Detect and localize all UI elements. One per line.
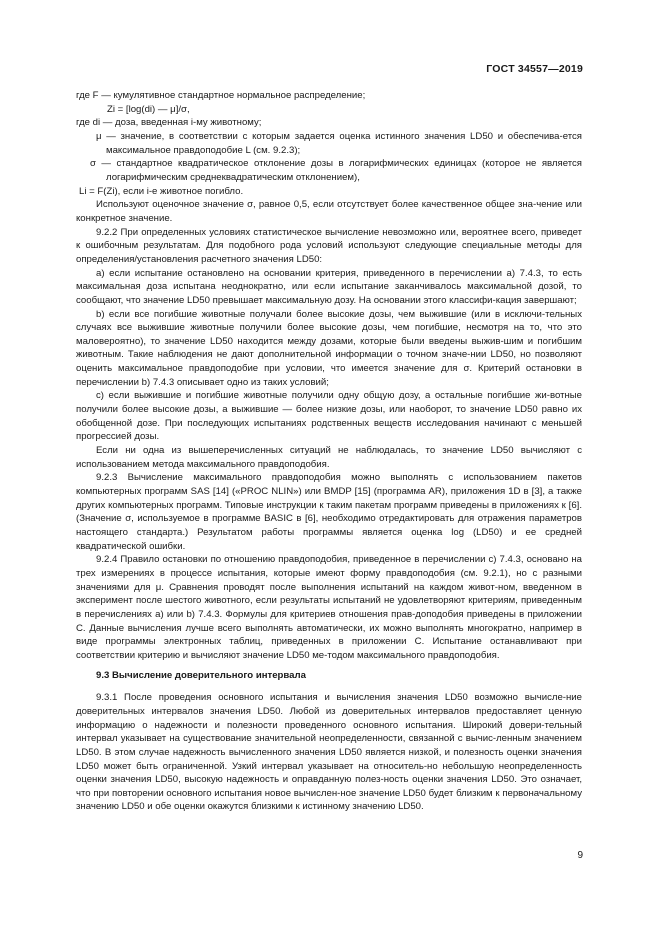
paragraph-9-3-1: 9.3.1 После проведения основного испытания и вычисления значения LD50 возможно вычисле-ние доверительных интервалов значения LD50. Любой из доверительных интервалов предоставляет ценную информацию о надежности и полезности проведенного основного испытания. Широкий довери-тельный интервал указывает на существование значительной неопределенности, связанной с вычис-ленным значением LD50. В этом случае надежность вычисленного значения LD50 является низкой, и полезность оценки значения LD50 может быть ограниченной. Узкий интервал указывает на относитель-но небольшую неопределенность оценки значения LD50, высокую надежность и оправданную полез-ность оценки значения LD50. Это означает, что при повторении основного испытания новое вычислен-ное значение LD50 будет близким к первоначальному значению LD50 и обе оценки окажутся близкими к истинному значению LD50. (76, 692, 582, 813)
paragraph-9-2-3: 9.2.3 Вычисление максимального правдоподобия можно выполнять с использованием пакетов компьютерных программ SAS [14] («PROC NLIN») или BMDP [15] (программа AR), приложения 1D в [3], а также других компьютерных программ. Типовые инструкции к таким пакетам программ приведены в приложениях к [6]. (Значение σ, используемое в программе BASIC в [6], необходимо отредактировать для отражения параметров настоящего стандарта.) Результатом работы программы является оценка log (LD50) и ее средней квадратической ошибки. (76, 472, 582, 552)
list-item-a: а) если испытание остановлено на основании критерия, приведенного в перечислении а) 7.4.3, то есть максимальная доза испытана неоднократно, или если испытание заканчивалось максимальной дозой, то сообщают, что значение LD50 превышает максимальную дозу. На основании этого классифи-кация завершают; (76, 267, 582, 306)
definition-di: где di — доза, введенная i-му животному; (76, 117, 262, 129)
page-number: 9 (577, 850, 583, 861)
definition-zi: Zi = [log(di) — μ]/σ, (107, 103, 190, 115)
definition-li: Li = F(Zi), если i-е животное погибло. (79, 185, 244, 197)
definition-sigma: σ — стандартное квадратическое отклонение дозы в логарифмических единицах (которое не является логарифмическим среднеквадратическим отклонением), (90, 158, 582, 183)
list-item-c: с) если выжившие и погибшие животные получили одну общую дозу, а остальные погибшие жи-вотные получили более высокие дозы, а выжившие — более низкие дозы, или наоборот, то значение LD50 равно их обобщенной дозе. При последующих испытаниях родственных веществ исследования начинают с меньшей прогрессией дозы. (76, 390, 582, 443)
paragraph-9-2-2: 9.2.2 При определенных условиях статистическое вычисление невозможно или, вероятнее всего, приведет к ошибочным результатам. Для подобного рода условий используют следующие специальные методы для определения/установления расчетного значения LD50: (76, 226, 582, 265)
section-heading-9-3: 9.3 Вычисление доверительного интервала (96, 669, 306, 681)
list-item-b: b) если все погибшие животные получали более высокие дозы, чем выжившие (или в исключи-тельных случаях все выжившие животные получили более высокие дозы, чем погибшие, несмотря на то, что это маловероятно), то значение LD50 находится между дозами, которые были введены выжив-шим и погибшим животным. Такие наблюдения не дают дополнительной информации о точном значе-нии LD50, но позволяют оценить максимальное правдоподобие при условии, что имеется значение для σ. Критерий остановки в перечислении b) 7.4.3 описывает одно из таких условий; (76, 308, 582, 388)
document-body (76, 89, 582, 814)
definition-f: где F — кумулятивное стандартное нормальное распределение; (76, 90, 366, 101)
standard-designation: ГОСТ 34557—2019 (486, 63, 583, 75)
paragraph-max-likelihood: Если ни одна из вышеперечисленных ситуаций не наблюдалась, то значение LD50 вычисляют с использованием метода максимального правдоподобия. (76, 445, 582, 470)
formula-definitions (76, 89, 582, 198)
paragraph-9-2-4: 9.2.4 Правило остановки по отношению правдоподобия, приведенное в перечислении с) 7.4.3, основано на трех измерениях в процессе испытания, которые имеют форму правдоподобия (см. 9.2.1), но с разными значениями для μ. Сравнения проводят после выполнения испытаний на каждом живот-ном, введенном в эксперимент после шестого животного, если результаты испытаний не удовлетворяют критериям, приведенным в перечислениях а) или b) 7.4.3. Формулы для критериев отношения прав-доподобия приведены в приложении С. Данные вычисления лучше всего выполнять автоматически, их можно выполнять многократно, например в виде программы электронных таблиц, приведенных в приложении С. Испытание останавливают при соответствии критерию и вычисляют значение LD50 ме-тодом максимального правдоподобия. (76, 554, 582, 661)
definition-mu: μ — значение, в соответствии с которым задается оценка истинного значения LD50 и обеспечива-ется максимальное правдоподобие L (см. 9.2.3); (96, 130, 582, 156)
paragraph-sigma-estimate: Используют оценочное значение σ, равное 0,5, если отсутствует более качественное общее зна-чение или конкретное значение. (76, 199, 582, 224)
